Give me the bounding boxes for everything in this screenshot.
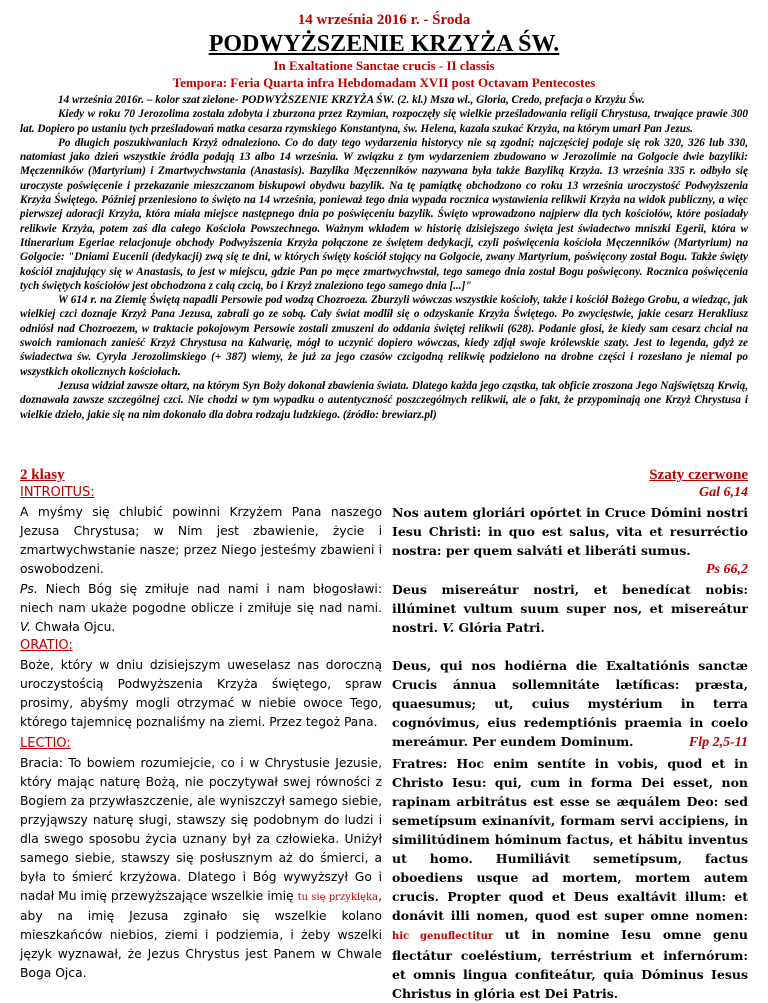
genuflection-rubric: hic genuflectitur <box>392 931 494 942</box>
vestment-color: Szaty czerwone <box>649 467 748 483</box>
oratio-polish: Boże, który w dniu dzisiejszym uweselasz nas doroczną uroczystością Podwyższenia Krzyża świętego, spraw prosimy, abyśmy mogli otrzymać w niebie owoce Tego, którego tajemnicę poznaliśmy na ziemi. Przez tegoż Pana. <box>20 658 382 729</box>
feast-date: 14 września 2016 r. - Środa <box>297 12 471 28</box>
lectio-polish-text-end: , aby na imię Jezusa zginało się wszelkie kolano mieszkańców niebios, ziemi i podziemia, i żeby wszelki język wyznawał, że Jezus Chrystus jest Panem w Chwale Boga Ojca. <box>20 889 382 980</box>
intro-paragraph: 14 września 2016r. – kolor szat zielone- PODWYŻSZENIE KRZYŻA ŚW. (2. kl.) Msza wł., Gloria, Credo, prefacja o Krzyżu Św. <box>58 94 645 106</box>
liturgical-class: 2 klasy <box>20 467 65 483</box>
lectio-polish-text: Bracia: To bowiem rozumiejcie, co i w Chrystusie Jezusie, który mając naturę Bożą, nie poczytywał swej równości z Bogiem za przywłaszczenie, ale wyniszczył samego siebie, przyjąwszy naturę sługi, stawszy się podobnym do ludzi i dla swego sposobu życia uznany był za człowieka. Uniżył samego siebie, stawszy się posłusznym aż do śmierci, a była to śmierć krzyżowa. Dlatego i Bóg wywyższył Go i nadał Mu imię przewyższające wszelkie imię <box>20 756 382 903</box>
introitus-latin: Nos autem gloriári opórtet in Cruce Dómini nostri Iesu Christi: in quo est salus, vita et resurréctio nostra: per quem salváti et liberáti sumus. <box>392 505 748 558</box>
psalm-latin <box>392 580 748 637</box>
oratio-label: ORATIO: <box>20 638 73 653</box>
versicle-marker: V. <box>442 620 455 635</box>
psalm-polish <box>20 580 382 637</box>
lectio-label: LECTIO: <box>20 736 71 751</box>
tempora-line: Tempora: Feria Quarta infra Hebdomadam XVII post Octavam Pentecostes <box>172 75 596 90</box>
versicle-marker: V. <box>20 620 31 634</box>
introitus-label: INTROITUS: <box>20 485 95 500</box>
feast-introduction <box>20 93 748 422</box>
introitus-reference: Gal 6,14 <box>699 485 748 500</box>
psalm-latin-text: Deus misereátur nostri, et benedícat nobis: illúminet vultum suum super nos, et misereátur nostri. <box>392 582 748 635</box>
lectio-latin-text: Fratres: Hoc enim sentíte in vobis, quod et in Christo Iesu: qui, cum in forma Dei esset, non rapinam arbitrátus est esse se æquálem Deo: sed semetípsum exinanívit, formam servi accipiens, in similitúdinem hóminum factus, et hábitu inventus ut homo. Humiliávit semetípsum, factus oboediens usque ad mortem, mortem autem crucis. Propter quod et Deus exaltávit illum: et donávit illi nomen, quod est super omne nomen: <box>392 756 748 923</box>
gloria-polish: Chwała Ojcu. <box>30 620 116 634</box>
feast-latin-subtitle: In Exaltatione Sanctae crucis - II classis <box>273 58 495 73</box>
intro-paragraph: Jezusa widział zawsze ołtarz, na którym Syn Boży dokonał zbawienia świata. Dlatego każda jego cząstka, tak obficie zroszona Jego Najświętszą Krwią, doznawała zawsze szczególnej czci. Nie chodzi w tym wypadku o autentyczność poszczególnych relikwii, ale o fakt, że przypominają one Krzyż Chrystusa i wielkie dzieło, jakie się na nim dokonało dla dobra rodzaju ludzkiego. (źródło: brewiarz.pl) <box>20 379 748 421</box>
lectio-latin-text-end: ut in nomine Iesu omne genu flectátur coeléstium, terréstrium et infernórum: et omnis lingua confiteátur, quia Dóminus Iesus Christus in glória est Dei Patris. <box>392 927 748 1001</box>
intro-paragraph: Po długich poszukiwaniach Krzyż odnaleziono. Co do daty tego wydarzenia historycy nie są zgodni; najczęściej podaje się rok 320, 326 lub 330, natomiast jako dzień wszystkie źródła podają 13 albo 14 września. W związku z tym wydarzeniem zbudowano w Jerozolimie na Golgocie dwie bazyliki: Męczenników (Martyrium) i Zmartwychwstania (Anastasis). Bazylika Męczenników nazywana była także Bazyliką Krzyża. 13 września 335 r. odbyło się uroczyste poświęcenie i przekazanie mieszczanom biskupowi obydwu bazylik. Na tę pamiątkę obchodzono co roku 13 września uroczystość Podwyższenia Krzyża Świętego. Później przeniesiono to święto na 14 września, ponieważ tego dnia wypada rocznica wystawienia relikwii Krzyża na widok publiczny, a więc pierwszej adoracji Krzyża, która miała miejsce następnego dnia po poświęceniu bazylik. Święto wprowadzono najpierw dla tych kościołów, które posiadały relikwie Krzyża, potem zaś dla całego Kościoła Powszechnego. Ważnym wkładem w historię dzisiejszego święta jest świadectwo mniszki Egerii, która w Itinerarium Egeriae relacjonuje obchody Podwyższenia Krzyża połączone ze świętem dedykacji, czyli poświęcenia kościoła Męczenników (Martyrium) na Golgocie: "Dniami Eucenii (dedykacji) zwą się te dni, w których święty kościół stojący na Golgocie, zwany Martyrium, poświęcony został Bogu. Także święty kościół znajdujący się w Anastasis, to jest w miejscu, gdzie Pan po męce zmartwychwstał, tego samego dnia został Bogu poświęcony. Rocznica poświęcenia tych świętych kościołów jest obchodzona z całą czcią, bo i Krzyż znaleziono tego samego dnia [...]" <box>20 136 748 292</box>
psalm-reference: Ps 66,2 <box>706 562 748 577</box>
lectio-latin <box>392 754 748 1003</box>
intro-paragraph: Kiedy w roku 70 Jerozolima została zdobyta i zburzona przez Rzymian, rozpoczęły się wielkie prześladowania religii Chrystusa, trwające prawie 300 lat. Dopiero po ustaniu tych prześladowań matka cesarza rzymskiego Konstantyna, św. Helena, kazała szukać Krzyża, na którym umarł Pan Jezus. <box>20 108 748 135</box>
gloria-latin: Glória Patri. <box>454 620 545 635</box>
lectio-polish <box>20 754 382 983</box>
psalm-polish-text: Niech Bóg się zmiłuje nad nami i nam błogosławi: niech nam ukaże pogodne oblicze i zmiłuje się nad nami. <box>20 582 382 615</box>
lectio-reference: Flp 2,5-11 <box>688 735 748 750</box>
feast-title: PODWYŻSZENIE KRZYŻA ŚW. <box>208 31 560 57</box>
psalm-marker: Ps. <box>20 582 38 596</box>
intro-paragraph: W 614 r. na Ziemię Świętą napadli Persowie pod wodzą Chozroeza. Zburzyli wówczas wszystkie kościoły, także i kościół Bożego Grobu, a wiedząc, jak wielkiej czci doznaje Krzyż Pana Jezusa, zabrali go ze sobą. Cały świat modlił się o odzyskanie Krzyża Świętego. Po zwycięstwie, jakie cesarz Herakliusz odniósł nad Chozroezem, w traktacie pokojowym Persowie zostali zmuszeni do oddania świętej relikwii (628). Podanie głosi, że kiedy sam cesarz chciał na swoich ramionach zanieść Krzyż Chrystusa na Kalwarię, mógł to uczynić dopiero wówczas, kiedy zdjął swoje królewskie szaty. Jest to legenda, gdyż ze świadectwa św. Cyryla Jerozolimskiego (+ 387) wiemy, że już za jego czasów czcigodną relikwię podzielono na drobne części i rozesłano je niemal po wszystkich okolicznych kościołach. <box>20 294 748 378</box>
introitus-polish: A myśmy się chlubić powinni Krzyżem Pana naszego Jezusa Chrystusa; w Nim jest zbawienie, życie i zmartwychwstanie nasze; przez Niego jesteśmy zbawieni i oswobodzeni. <box>20 505 382 576</box>
oratio-latin: Deus, qui nos hodiérna die Exaltatiónis sanctæ Crucis ánnua sollemnitáte lætíficas: præsta, quaesumus; ut, cuius mystérium in terra cognóvimus, eius redemptiónis praemia in coelo mereámur. Per eundem Dominum. <box>392 658 748 749</box>
genuflection-rubric: tu się przyklęka <box>297 892 379 903</box>
